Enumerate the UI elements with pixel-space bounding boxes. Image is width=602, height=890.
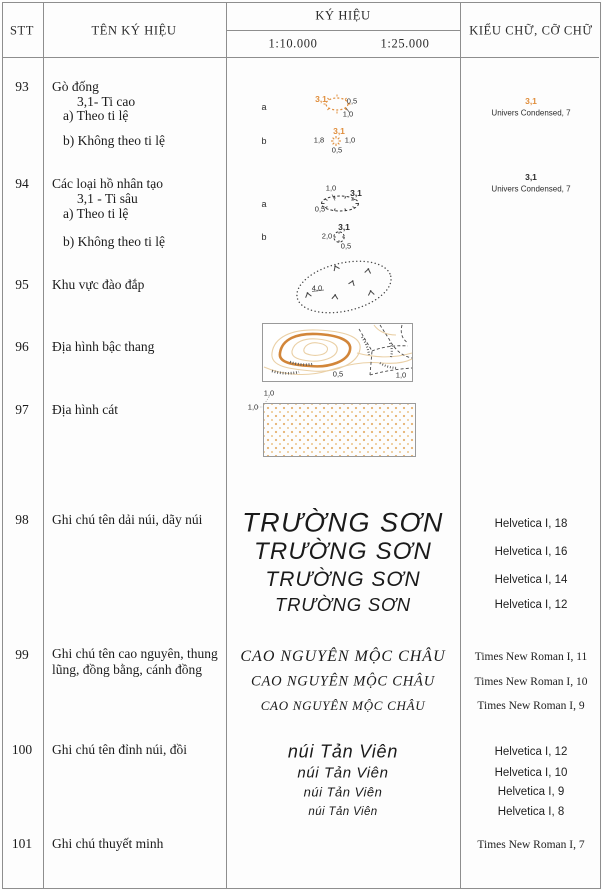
type-sample-peak-9: núi Tản Viên	[303, 784, 383, 800]
sand-dim-left: 1,0	[247, 402, 259, 412]
row-93-number: 93	[15, 79, 29, 94]
font-spec-98-3: Helvetica I, 14	[494, 574, 568, 586]
row-94-name-3: a) Theo ti lệ	[63, 206, 129, 221]
row-96-name-1: Địa hình bậc thang	[52, 339, 155, 354]
header-symbol-name: TÊN KÝ HIỆU	[91, 23, 177, 38]
type-sample-range-18: TRƯỜNG SƠN	[242, 507, 444, 538]
terrace-dim-10: 1,0	[395, 370, 407, 380]
row-93-name-3: a) Theo ti lệ	[63, 108, 129, 123]
row-93-font-value: 3,1	[525, 96, 537, 106]
font-spec-99-1: Times New Roman I, 11	[474, 651, 588, 663]
row-98-number: 98	[15, 512, 29, 527]
column-divider-name	[226, 2, 227, 888]
row-94-name-4: b) Không theo ti lệ	[63, 234, 165, 249]
row-94-variant-b: b	[261, 232, 267, 242]
row-101-number: 101	[11, 836, 33, 851]
header-font-style: KIỂU CHỮ, CỠ CHỮ	[469, 23, 593, 38]
header-bottom-divider	[2, 57, 599, 58]
type-sample-plateau-9: CAO NGUYÊN MỘC CHÂU	[260, 698, 426, 713]
header-scale-25000: 1:25.000	[380, 36, 430, 51]
subheader-divider	[226, 30, 460, 31]
row-95-name-1: Khu vực đào đắp	[52, 277, 145, 292]
row-94-name-2: 3,1 - Ti sâu	[77, 191, 138, 206]
row-100-name-1: Ghi chú tên đỉnh núi, đồi	[52, 742, 187, 757]
type-sample-plateau-11: CAO NGUYÊN MỘC CHÂU	[240, 648, 446, 665]
row-96-number: 96	[15, 339, 29, 354]
font-spec-98-4: Helvetica I, 12	[494, 599, 568, 611]
row-94-font-value: 3,1	[525, 172, 537, 182]
column-divider-stt	[43, 2, 44, 888]
column-divider-symbol	[460, 2, 461, 888]
lake-depth-value-a: 3,1	[350, 188, 362, 198]
type-sample-peak-12: núi Tản Viên	[287, 741, 399, 762]
row-97-name-1: Địa hình cát	[52, 402, 118, 417]
row-93-name-2: 3,1- Ti cao	[77, 94, 136, 109]
font-spec-101-1: Times New Roman I, 7	[477, 839, 585, 851]
type-sample-range-16: TRƯỜNG SƠN	[254, 538, 432, 565]
font-spec-98-2: Helvetica I, 16	[494, 546, 568, 558]
font-spec-100-2: Helvetica I, 10	[494, 767, 568, 779]
sand-terrain-pattern-swatch	[263, 403, 416, 457]
row-95-number: 95	[15, 277, 29, 292]
row-93-variant-b: b	[261, 136, 267, 146]
row-99-name-2: lũng, đồng bằng, cánh đồng	[52, 662, 202, 677]
font-spec-100-4: Helvetica I, 8	[497, 806, 565, 818]
row-94-name-1: Các loại hồ nhân tạo	[52, 176, 163, 191]
row-93-name-4: b) Không theo ti lệ	[63, 133, 165, 148]
mound-b-dim-18: 1,8	[313, 135, 325, 145]
row-93-font-name: Univers Condensed, 7	[491, 108, 571, 118]
font-spec-99-2: Times New Roman I, 10	[474, 676, 588, 688]
row-99-name-1: Ghi chú tên cao nguyên, thung	[52, 646, 218, 661]
row-99-number: 99	[15, 647, 29, 662]
row-94-number: 94	[15, 176, 29, 191]
header-symbol: KÝ HIỆU	[315, 8, 371, 23]
type-sample-plateau-10: CAO NGUYÊN MỘC CHÂU	[251, 673, 435, 690]
header-stt: STT	[9, 23, 35, 38]
type-sample-peak-8: núi Tản Viên	[308, 806, 378, 818]
row-93-name-1: Gò đống	[52, 79, 99, 94]
sand-dim-top: 1,0	[263, 388, 275, 398]
mound-a-dim-10: 1,0	[342, 109, 354, 119]
row-101-name-1: Ghi chú thuyết minh	[52, 836, 164, 851]
row-98-name-1: Ghi chú tên dải núi, dãy núi	[52, 512, 203, 527]
lake-a-dim-10: 1,0	[325, 183, 337, 193]
row-94-variant-a: a	[261, 199, 267, 209]
font-spec-98-1: Helvetica I, 18	[494, 518, 568, 530]
type-sample-range-12: TRƯỜNG SƠN	[275, 594, 411, 615]
row-93-variant-a: a	[261, 102, 267, 112]
font-spec-99-3: Times New Roman I, 9	[477, 700, 585, 712]
type-sample-range-14: TRƯỜNG SƠN	[265, 568, 421, 591]
mound-b-dim-05: 0,5	[331, 145, 343, 155]
excavation-area-symbol-icon	[292, 256, 397, 318]
row-100-number: 100	[11, 742, 33, 757]
terrace-dim-05: 0,5	[332, 369, 344, 379]
lake-depth-value-b: 3,1	[338, 222, 350, 232]
mound-height-value-b: 3,1	[333, 126, 345, 136]
row-94-font-name: Univers Condensed, 7	[491, 184, 571, 194]
row-97-number: 97	[15, 402, 29, 417]
excavation-dim-40: 4,0	[311, 283, 323, 293]
lake-b-dim-05: 0,5	[340, 241, 352, 251]
mound-a-dim-05: 0,5	[346, 96, 358, 106]
lake-b-dim-20: 2,0	[321, 231, 333, 241]
mound-height-value-a: 3,1	[315, 94, 327, 104]
font-spec-100-1: Helvetica I, 12	[494, 746, 568, 758]
type-sample-peak-10: núi Tản Viên	[297, 764, 389, 782]
lake-a-dim-05: 0,5	[314, 204, 326, 214]
mound-b-dim-10: 1,0	[344, 135, 356, 145]
header-scale-10000: 1:10.000	[268, 36, 318, 51]
font-spec-100-3: Helvetica I, 9	[497, 786, 565, 798]
